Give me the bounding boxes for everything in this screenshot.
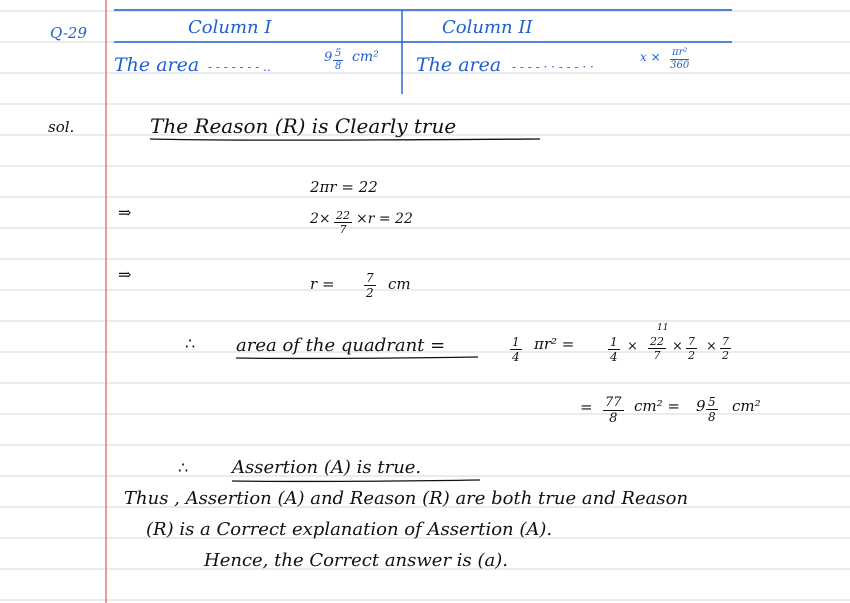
fraction-numerator: 1 (512, 335, 520, 349)
equation-3-prefix: r = (310, 275, 335, 293)
cancelled-value: 11 (657, 323, 669, 333)
column-1-row-unit: cm² (352, 49, 379, 65)
area-fraction-3 (648, 336, 666, 361)
fraction-denominator: 2 (722, 349, 729, 362)
fraction-numerator: 1 (610, 335, 618, 349)
fraction-denominator: 8 (609, 411, 618, 426)
conclusion-line-2: (R) is a Correct explanation of Assertion (A). (146, 519, 553, 540)
equation-2-suffix: ×r = 22 (356, 211, 413, 227)
fraction-denominator: 2 (688, 349, 695, 362)
times-sign: × (672, 339, 683, 354)
reason-statement: The Reason (R) is Clearly true (150, 114, 457, 138)
fraction-denominator: 7 (339, 223, 347, 236)
column-2-row-expr-prefix: x × (640, 50, 661, 64)
times-sign: × (706, 339, 717, 354)
solution-label: sol. (48, 118, 75, 136)
column-1-row-text: The area (114, 54, 200, 76)
fraction-numerator: 22 (650, 335, 664, 348)
area-fraction-1 (510, 336, 522, 363)
area-pi-r-squared: πr² = (534, 335, 575, 353)
equation-2-fraction (334, 210, 352, 235)
fraction-numerator: 5 (335, 48, 342, 59)
area-fraction-4 (686, 336, 697, 361)
fraction-numerator: 7 (366, 271, 374, 285)
fraction-numerator: 7 (722, 335, 729, 348)
result-whole: 9 (696, 397, 706, 415)
conclusion-line-1: Thus , Assertion (A) and Reason (R) are both true and Reason (124, 488, 689, 509)
column-1-header: Column I (188, 17, 272, 38)
therefore-icon: ∴ (178, 458, 189, 477)
column-1-row-fraction (333, 49, 343, 72)
implies-icon: ⇒ (118, 265, 132, 284)
equation-2-prefix: 2× (310, 211, 331, 227)
fraction-denominator: 8 (335, 61, 342, 72)
fraction-numerator: πr² (672, 47, 688, 58)
therefore-icon: ∴ (185, 334, 196, 353)
result-fraction-2 (706, 396, 718, 423)
times-sign: × (627, 339, 638, 354)
fraction-denominator: 4 (610, 350, 618, 364)
result-fraction (603, 396, 624, 425)
fraction-numerator: 22 (336, 209, 350, 222)
column-1-row-whole: 9 (324, 50, 333, 65)
question-number: Q-29 (50, 24, 88, 42)
result-unit-2: cm² (732, 397, 761, 415)
column-1-row-dots: - - - - - - - .. (208, 60, 271, 74)
fraction-denominator: 4 (512, 350, 520, 364)
column-2-row-fraction (670, 48, 689, 71)
fraction-denominator: 7 (653, 349, 661, 362)
area-fraction-5 (720, 336, 731, 361)
column-2-row-dots: - - - - · · - - - · · (512, 60, 594, 74)
fraction-denominator: 360 (670, 60, 690, 71)
column-2-row-text: The area (416, 54, 502, 76)
implies-icon: ⇒ (118, 203, 132, 222)
fraction-numerator: 7 (688, 335, 695, 348)
column-2-header: Column II (442, 17, 533, 38)
equation-3-fraction (364, 272, 376, 299)
result-unit: cm² = (634, 397, 680, 415)
area-fraction-2 (608, 336, 620, 363)
assertion-statement: Assertion (A) is true. (232, 457, 422, 478)
fraction-denominator: 8 (708, 410, 716, 424)
fraction-denominator: 2 (366, 286, 374, 300)
equation-circumference: 2πr = 22 (310, 178, 378, 196)
equation-3-unit: cm (388, 275, 411, 293)
fraction-numerator: 5 (708, 395, 716, 409)
result-equals: = (580, 398, 593, 416)
area-of-quadrant-text: area of the quadrant = (236, 335, 446, 356)
final-answer: Hence, the Correct answer is (a). (204, 550, 508, 571)
fraction-numerator: 77 (605, 395, 622, 410)
